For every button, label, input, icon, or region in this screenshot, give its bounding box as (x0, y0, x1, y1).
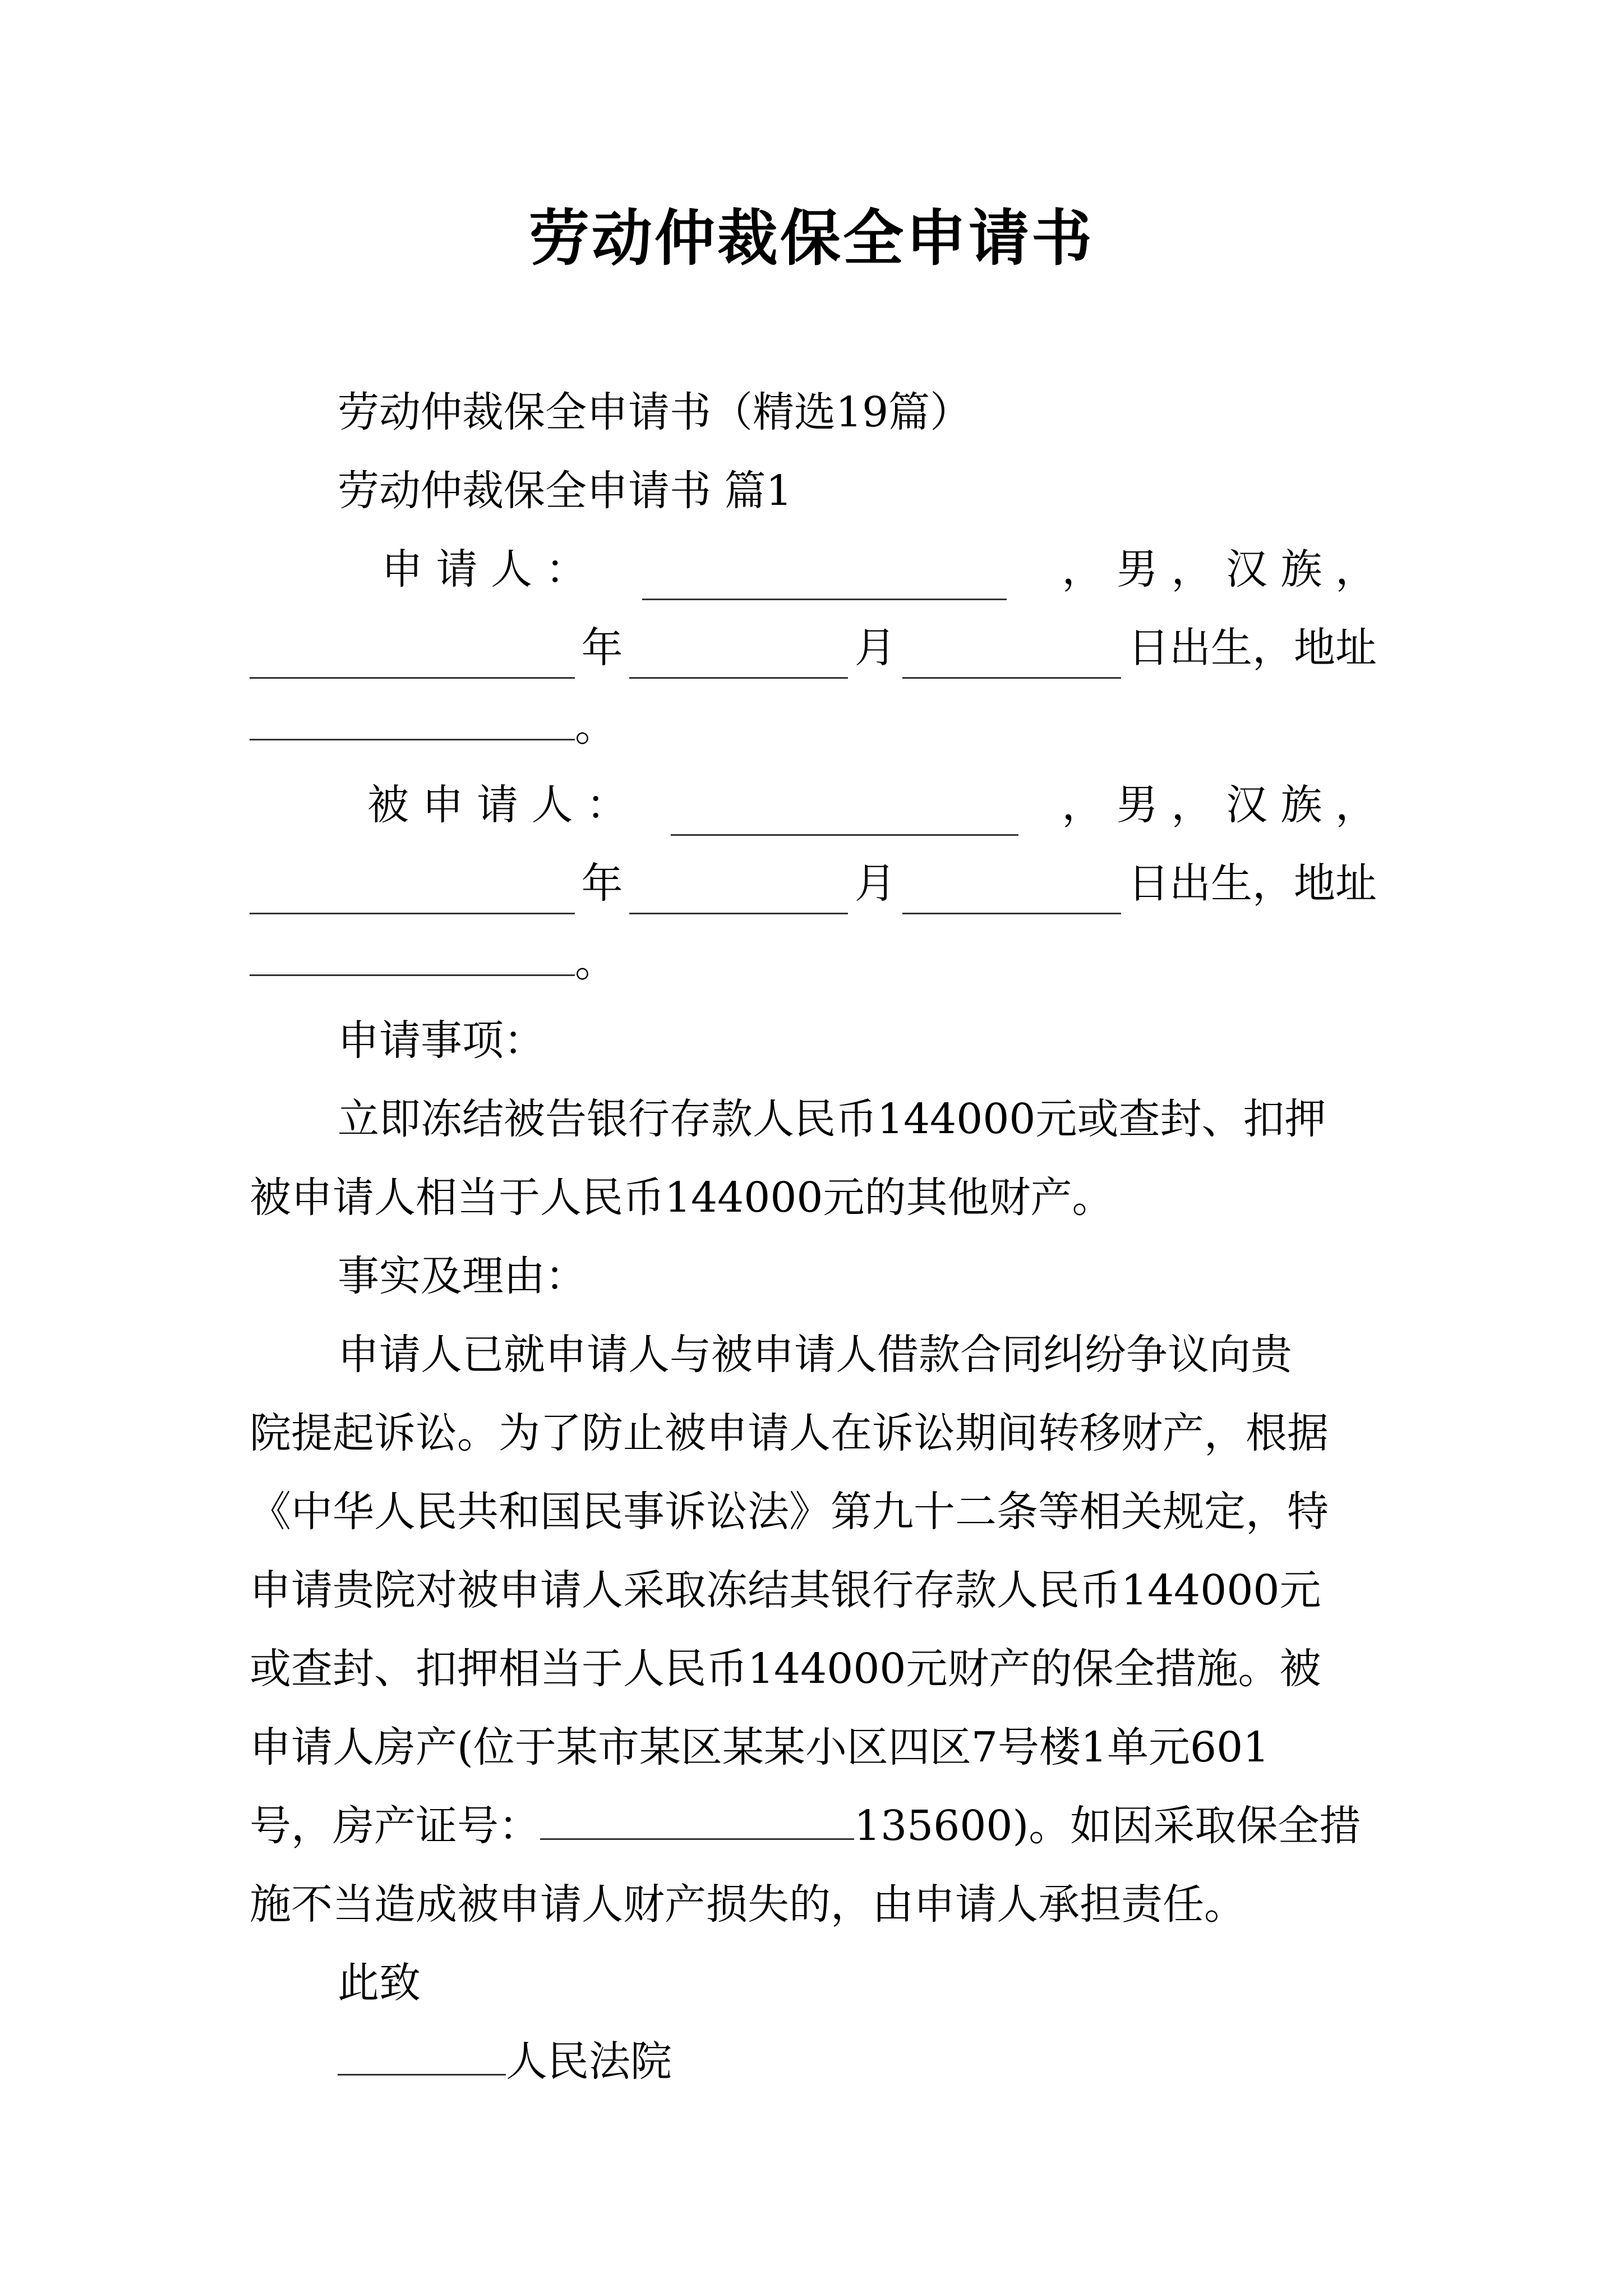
facts-line-1: 申请人已就申请人与被申请人借款合同纠纷争议向贵 (338, 1331, 1292, 1379)
respondent-month-blank (629, 871, 848, 914)
facts-line-4: 申请贵院对被申请人采取冻结其银行存款人民币144000元 (250, 1566, 1321, 1614)
applicant-gender-ethnicity: ， 男 ， 汉 族 ， (1062, 545, 1377, 593)
court-suffix: 人民法院 (506, 2037, 672, 2086)
applicant-line (381, 539, 1377, 600)
applicant-month-blank (629, 636, 848, 679)
facts-line-7 (250, 1795, 1377, 1857)
respondent-year-label: 年 (581, 859, 623, 908)
applicant-birth-line (250, 617, 1377, 679)
applicant-day-blank (902, 636, 1121, 679)
respondent-line (367, 774, 1377, 836)
facts-line-7-suffix: 135600)。如因采取保全措 (854, 1802, 1361, 1850)
respondent-birth-line (250, 853, 1377, 914)
applicant-address-end: 。 (575, 702, 616, 751)
applicant-address-line (250, 696, 1377, 757)
court-line (338, 2031, 1377, 2092)
respondent-address-line (250, 931, 1377, 993)
closing: 此致 (338, 1959, 421, 2007)
respondent-gender-ethnicity: ， 男 ， 汉 族 ， (1062, 781, 1377, 829)
claims-line-2: 被申请人相当于人民币144000元的其他财产。 (250, 1174, 1114, 1222)
court-name-blank (338, 2032, 506, 2076)
facts-line-7-prefix: 号，房产证号： (250, 1802, 540, 1850)
applicant-year-blank (250, 636, 575, 679)
respondent-day-blank (902, 871, 1121, 914)
section-heading: 劳动仲裁保全申请书 篇1 (338, 467, 792, 515)
facts-line-8: 施不当造成被申请人财产损失的，由申请人承担责任。 (250, 1880, 1246, 1929)
respondent-name-blank (671, 793, 1018, 836)
respondent-birth-address-label: 日出生，地址 (1127, 859, 1377, 908)
subtitle: 劳动仲裁保全申请书（精选19篇） (338, 388, 972, 436)
claims-line-1: 立即冻结被告银行存款人民币144000元或查封、扣押 (338, 1095, 1326, 1143)
applicant-label: 申 请 人 ： (381, 545, 587, 593)
document-title: 劳动仲裁保全申请书 (528, 203, 1094, 274)
applicant-birth-address-label: 日出生，地址 (1127, 624, 1377, 672)
applicant-name-blank (642, 557, 1007, 600)
facts-line-6: 申请人房产(位于某市某区某某小区四区7号楼1单元601 (250, 1723, 1270, 1772)
property-cert-blank (540, 1797, 854, 1840)
facts-line-2: 院提起诉讼。为了防止被申请人在诉讼期间转移财产，根据 (250, 1409, 1329, 1457)
respondent-label: 被 申 请 人 ： (367, 781, 628, 829)
respondent-address-blank (250, 933, 575, 976)
applicant-month-label: 月 (854, 624, 896, 672)
applicant-year-label: 年 (581, 624, 623, 672)
applicant-address-blank (250, 697, 575, 740)
facts-line-5: 或查封、扣押相当于人民币144000元财产的保全措施。被 (250, 1645, 1321, 1693)
respondent-address-end: 。 (575, 938, 616, 986)
facts-heading: 事实及理由： (338, 1252, 587, 1300)
facts-line-3: 《中华人民共和国民事诉讼法》第九十二条等相关规定，特 (250, 1488, 1329, 1536)
claims-heading: 申请事项： (338, 1016, 545, 1065)
respondent-year-blank (250, 871, 575, 914)
respondent-month-label: 月 (854, 859, 896, 908)
